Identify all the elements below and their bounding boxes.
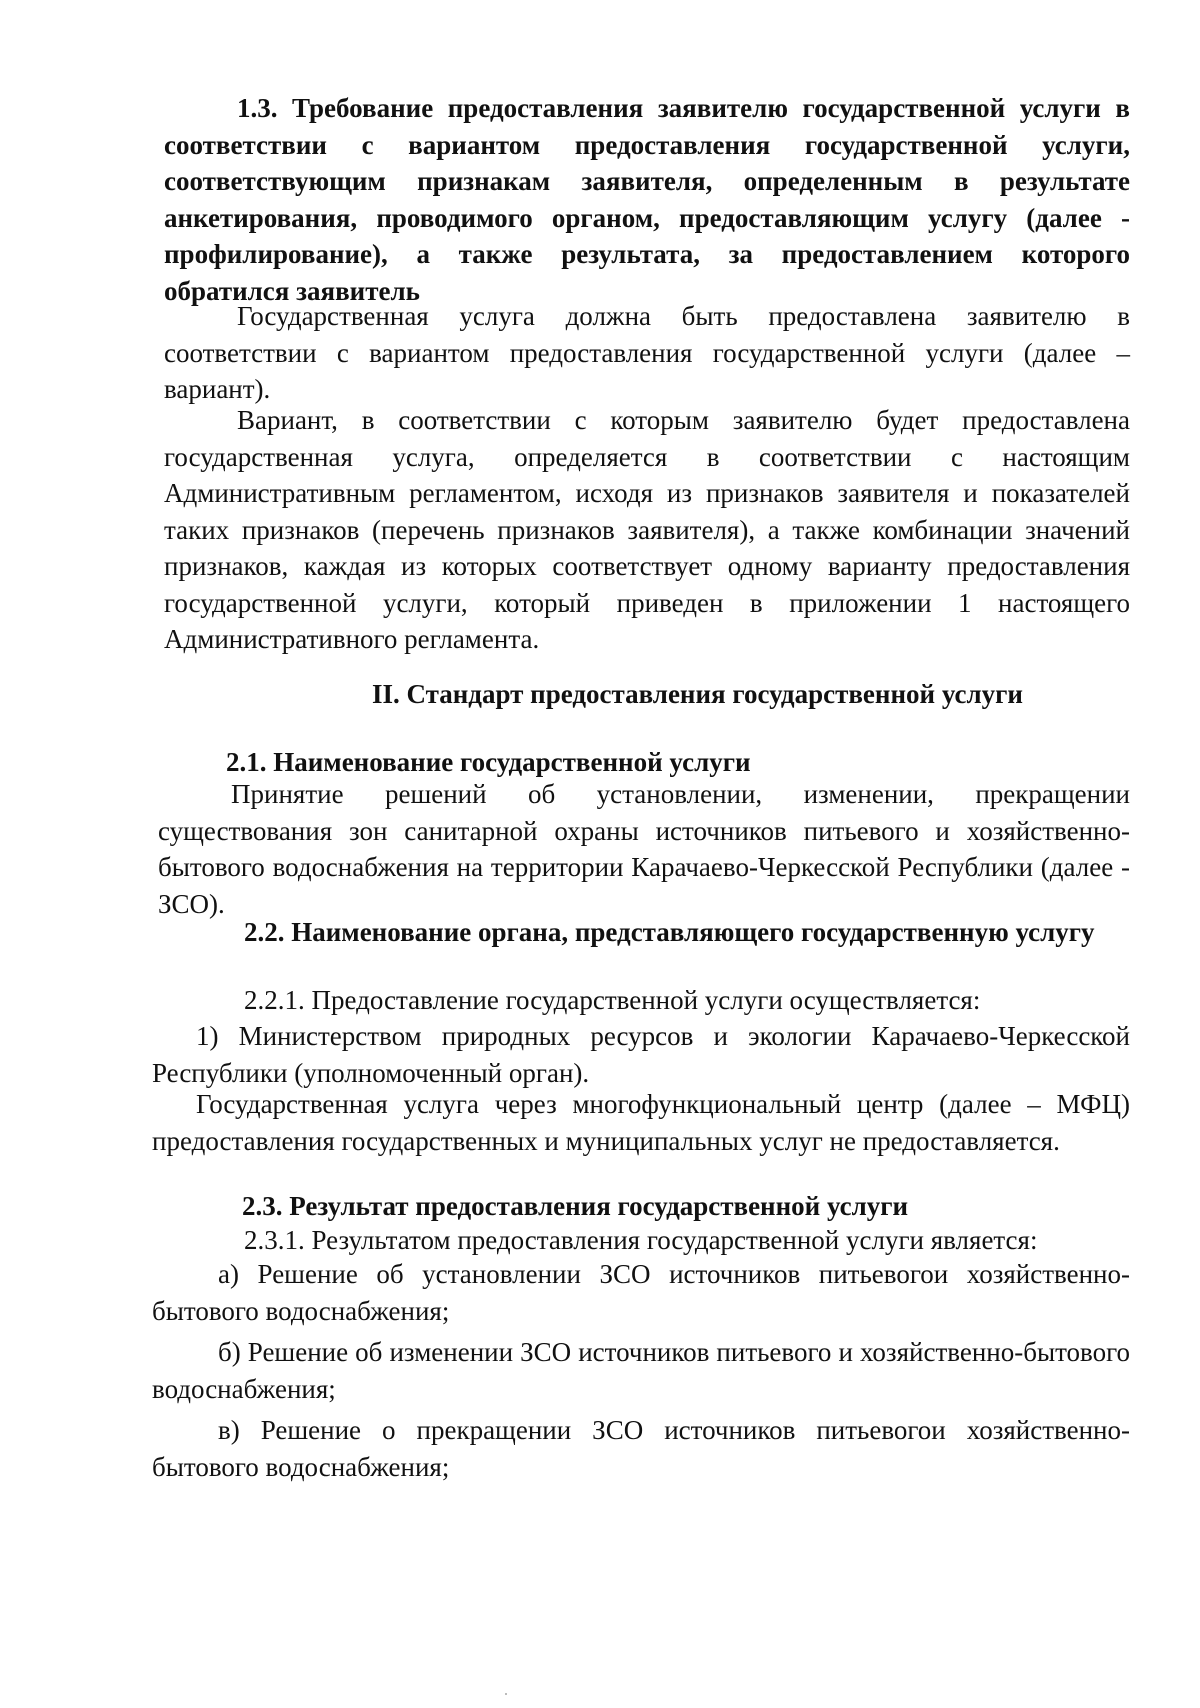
section-2-2-mfc-paragraph: Государственная услуга через многофункциональный центр (далее – МФЦ) предоставления государственных и муниципальных услуг не предоставляется. <box>152 1089 1130 1156</box>
section-2-2-heading: 2.2. Наименование органа, представляющего государственную услугу <box>244 917 1095 947</box>
scan-speck <box>505 1693 507 1695</box>
section-1-3-paragraph-1: Государственная услуга должна быть предоставлена заявителю в соответствии с вариантом предоставления государственной услуги (далее – вариант). <box>164 301 1130 404</box>
section-2-2-list-item-1: 1) Министерством природных ресурсов и экологии Карачаево-Черкесской Республики (уполномоченный орган). <box>152 1021 1130 1088</box>
section-1-3-heading: 1.3. Требование предоставления заявителю государственной услуги в соответствии с вариантом предоставления государственной услуги, соответствующим признакам заявителя, определенным в результате анкетирования, проводимого органом, предоставляющим услугу (далее - профилирование), а также результата, за предоставлением которого обратился заявитель <box>164 93 1130 306</box>
result-item-b: б) Решение об изменении ЗСО источников питьевого и хозяйственно-бытового водоснабжения; <box>152 1337 1130 1404</box>
result-item-a: а) Решение об установлении ЗСО источников питьевогои хозяйственно-бытового водоснабжения; <box>152 1259 1130 1326</box>
section-2-1-paragraph: Принятие решений об установлении, изменении, прекращении существования зон санитарной охраны источников питьевого и хозяйственно-бытового водоснабжения на территории Карачаево-Черкесской Республики (далее - ЗСО). <box>158 779 1130 919</box>
section-2-2-1-paragraph: 2.2.1. Предоставление государственной услуги осуществляется: <box>244 985 981 1015</box>
section-2-title: II. Стандарт предоставления государственной услуги <box>372 679 1023 709</box>
section-2-3-heading: 2.3. Результат предоставления государственной услуги <box>242 1191 909 1221</box>
section-1-3-paragraph-2: Вариант, в соответствии с которым заявителю будет предоставлена государственная услуга, определяется в соответствии с настоящим Административным регламентом, исходя из признаков заявителя и показателей таких признаков (перечень признаков заявителя), а также комбинации значений признаков, каждая из которых соответствует одному варианту предоставления государственной услуги, который приведен в приложении 1 настоящего Административного регламента. <box>164 405 1130 654</box>
section-2-3-1-paragraph: 2.3.1. Результатом предоставления государственной услуги является: <box>244 1225 1038 1255</box>
result-item-v: в) Решение о прекращении ЗСО источников питьевогои хозяйственно-бытового водоснабжения; <box>152 1415 1130 1482</box>
section-2-1-heading: 2.1. Наименование государственной услуги <box>226 747 751 777</box>
